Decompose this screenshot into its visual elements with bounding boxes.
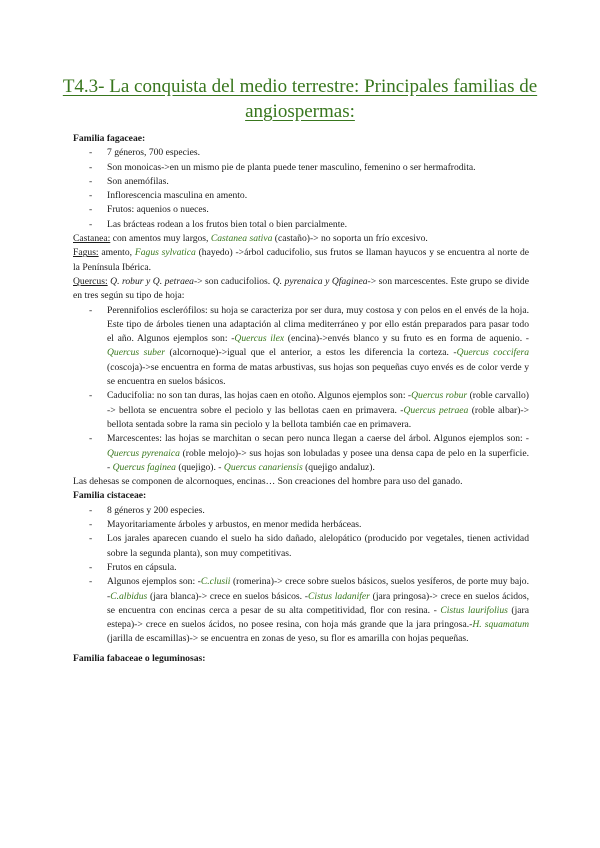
paragraph-text: -> son marcescentes. Este grupo se divide en tres según su tipo de hoja: xyxy=(73,275,529,302)
species-name: H. squamatum xyxy=(472,619,530,631)
list-item-marcescentes xyxy=(107,432,529,475)
species-name: Quercus suber xyxy=(107,347,165,359)
dehesas-paragraph: Las dehesas se componen de alcornoques, encinas… Son creaciones del hombre para uso del ganado. xyxy=(73,476,463,488)
species-name: Quercus coccifera xyxy=(456,347,529,359)
species-name: Quercus canariensis xyxy=(223,461,303,473)
species-name: Q. pyrenaica y Qfaginea xyxy=(272,275,368,287)
genus-label: Castanea: xyxy=(73,233,111,245)
list-item: - Los jarales aparecen cuando el suelo ha sido dañado, alelopático (producido por vegetales, tienen actividad sobre la segunda planta), son muy competitivas. xyxy=(107,532,529,561)
list-item: - Frutos en cápsula. xyxy=(107,561,529,575)
list-item: - Inflorescencia masculina en amento. xyxy=(107,189,529,203)
item-text: (jara pringosa)-> crece en suelos ácidos, se encuentra con encinas cerca a pesar de su alta competitividad, flor con resina. - xyxy=(107,590,529,616)
paragraph-text: amento, xyxy=(98,247,135,259)
list-item: - Son anemófilas. xyxy=(107,175,529,189)
list-item: - Frutos: aquenios o nueces. xyxy=(107,203,529,217)
item-text: Perennifolios esclerófilos: su hoja se caracteriza por ser dura, muy costosa y con pelos en el envés de la hoja. Este tipo de árboles tienen una adaptación al clima mediterráneo y por ello están preparados para pasar todo el año. Algunos ejemplos son: - xyxy=(107,304,529,345)
species-name: Castanea sativa xyxy=(210,233,273,245)
list-item: - 8 géneros y 200 especies. xyxy=(107,504,529,518)
item-text: (roble carvallo) -> bellota se encuentra sobre el peciolo y las bellotas caen en primavera. - xyxy=(107,390,529,416)
genus-label: Fagus: xyxy=(73,247,99,259)
species-name: Cistus laurifolius xyxy=(440,604,508,616)
item-text: (encina)->envés blanco y su fruto es en forma de aquenio. - xyxy=(284,333,529,345)
species-name: Quercus robur xyxy=(411,390,468,402)
item-text: (quejigo). - xyxy=(175,461,224,473)
item-text: Caducifolia: no son tan duras, las hojas caen en otoño. Algunos ejemplos son: - xyxy=(107,390,412,402)
page-title: T4.3- La conquista del medio terrestre: Principales familias de angiospermas: xyxy=(62,76,538,122)
document-body xyxy=(73,132,529,666)
item-text: (quejigo andaluz). xyxy=(302,461,375,473)
species-name: Quercus pyrenaica xyxy=(107,447,180,459)
genus-label: Quercus: xyxy=(73,275,108,287)
item-text: (coscoja)->se encuentra en forma de matas arbustivas, sus hojas son pequeñas cuyo envés es de color verde y se encuentra en suelos básicos. xyxy=(107,361,529,388)
paragraph-text: con amentos muy largos, xyxy=(110,233,211,245)
quercus-types-list xyxy=(73,304,529,476)
list-item-examples xyxy=(107,575,529,646)
species-name: Cistus ladanifer xyxy=(308,590,370,602)
section-heading-cistaceae: Familia cistaceae: xyxy=(73,490,147,502)
species-name: Fagus sylvatica xyxy=(134,247,196,259)
cistaceae-list xyxy=(73,504,529,647)
list-item-perennifolios xyxy=(107,304,529,390)
item-text: Marcescentes: las hojas se marchitan o secan pero nunca llegan a caerse del árbol. Algunos ejemplos son: - xyxy=(107,433,529,445)
quercus-paragraph xyxy=(73,275,529,304)
paragraph-text: (hayedo) ->árbol caducifolio, sus frutos se llaman hayucos y se encuentra al norte de la Península Ibérica. xyxy=(73,247,530,273)
list-item: - Mayoritariamente árboles y arbustos, en menor medida herbáceas. xyxy=(107,518,529,532)
section-heading-fabaceae: Familia fabaceae o leguminosas: xyxy=(73,652,206,664)
paragraph-text: (castaño)-> no soporta un frío excesivo. xyxy=(272,233,428,245)
species-name: Quercus ilex xyxy=(234,333,285,345)
item-text: (alcornoque)->igual que el anterior, a estos les diferencia la corteza. - xyxy=(164,347,457,359)
list-item: - Son monoicas->en un mismo pie de planta puede tener masculino, femenino o ser hermafrodita. xyxy=(107,161,529,175)
castanea-paragraph xyxy=(73,232,529,246)
species-name: C.clusii xyxy=(200,576,231,588)
item-text: (jara estepa)-> crece en suelos ácidos, no posee resina, con hoja más grande que la jara pringosa.- xyxy=(107,604,530,631)
item-text: (romerina)-> crece sobre suelos básicos, suelos yesíferos, de porte muy bajo. - xyxy=(107,576,529,602)
list-item: - Las brácteas rodean a los frutos bien total o bien parcialmente. xyxy=(107,218,529,232)
species-name: C.albidus xyxy=(110,590,148,602)
list-item: - 7 géneros, 700 especies. xyxy=(107,146,529,160)
item-text: (roble melojo)-> sus hojas son lobuladas y posee una densa capa de pelo en la superficie. - xyxy=(107,447,529,473)
item-text: (jarilla de escamillas)-> se encuentra en zonas de yeso, su flor es amarilla con hojas pequeñas. xyxy=(107,633,469,645)
fagaceae-list xyxy=(73,146,529,232)
fagus-paragraph xyxy=(73,246,529,275)
list-item-caducifolia xyxy=(107,389,529,432)
species-name: Quercus faginea xyxy=(112,461,176,473)
species-name: Q. robur y Q. petraea xyxy=(107,275,194,287)
section-heading-fagaceae: Familia fagaceae: xyxy=(73,133,146,144)
species-name: Quercus petraea xyxy=(403,404,469,416)
item-text: Algunos ejemplos son: - xyxy=(107,576,201,588)
item-text: (jara blanca)-> crece en suelos básicos. - xyxy=(147,590,308,602)
paragraph-text: -> son caducifolios. xyxy=(193,275,273,287)
item-text: (roble albar)-> bellota sentada sobre la rama sin peciolo y la bellota también cae en primavera. xyxy=(107,404,529,430)
